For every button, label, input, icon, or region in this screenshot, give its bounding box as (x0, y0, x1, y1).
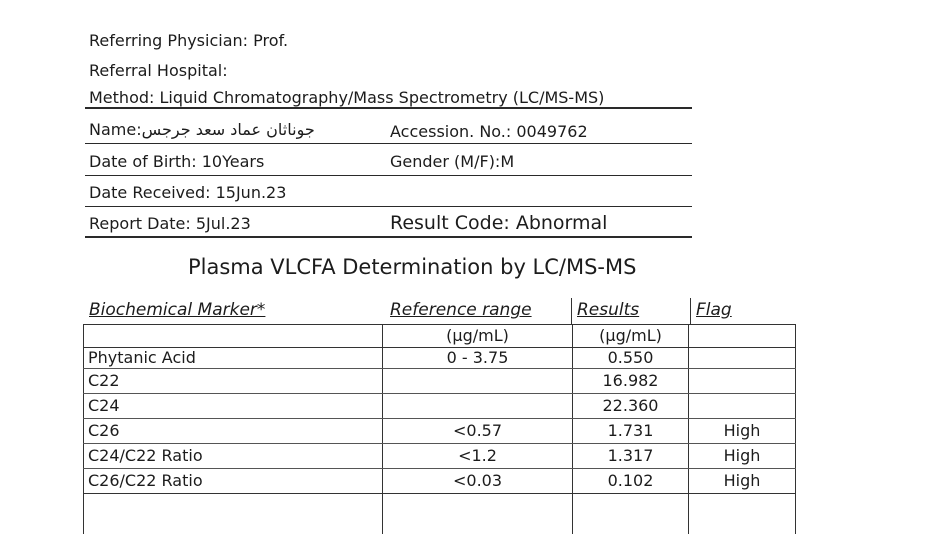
results-unit: (µg/mL) (573, 325, 689, 348)
units-row (84, 325, 796, 348)
marker-cell: C24 (84, 394, 383, 419)
accession-number: Accession. No.: 0049762 (390, 122, 588, 141)
table-cell (573, 494, 689, 534)
result-code: Result Code: Abnormal (390, 212, 607, 234)
column-heading-reference: Reference range (390, 300, 532, 320)
table-cell (84, 325, 383, 348)
result-cell: 16.982 (573, 369, 689, 394)
divider-rule (85, 107, 692, 109)
divider-rule (85, 143, 692, 144)
marker-cell: C26/C22 Ratio (84, 469, 383, 494)
flag-cell: High (689, 444, 796, 469)
table-row (84, 444, 796, 469)
gender: Gender (M/F):M (390, 152, 514, 171)
marker-cell: C26 (84, 419, 383, 444)
flag-cell (689, 394, 796, 419)
result-cell: 0.102 (573, 469, 689, 494)
column-heading-results: Results (577, 300, 639, 320)
reference-cell: <0.03 (383, 469, 573, 494)
patient-name: Name:جوناثان عماد سعد جرجس (89, 120, 315, 139)
divider-rule (85, 206, 692, 207)
column-heading-flag: Flag (696, 300, 732, 320)
column-separator (571, 298, 572, 324)
marker-cell: Phytanic Acid (84, 348, 383, 369)
result-cell: 1.317 (573, 444, 689, 469)
flag-cell: High (689, 419, 796, 444)
date-of-birth: Date of Birth: 10Years (89, 152, 264, 171)
referring-physician: Referring Physician: Prof. (89, 31, 288, 50)
table-row (84, 469, 796, 494)
table-cell (84, 494, 383, 534)
column-separator (690, 298, 691, 324)
reference-cell: <1.2 (383, 444, 573, 469)
reference-unit: (µg/mL) (383, 325, 573, 348)
date-received: Date Received: 15Jun.23 (89, 183, 286, 202)
result-cell: 0.550 (573, 348, 689, 369)
table-cell (689, 325, 796, 348)
divider-rule (85, 175, 692, 176)
report-title: Plasma VLCFA Determination by LC/MS-MS (188, 255, 636, 279)
reference-cell: 0 - 3.75 (383, 348, 573, 369)
method-line: Method: Liquid Chromatography/Mass Spectrometry (LC/MS-MS) (89, 88, 604, 107)
results-table (83, 324, 796, 534)
reference-cell (383, 394, 573, 419)
reference-cell: <0.57 (383, 419, 573, 444)
marker-cell: C24/C22 Ratio (84, 444, 383, 469)
flag-cell (689, 369, 796, 394)
report-date: Report Date: 5Jul.23 (89, 214, 251, 233)
table-row (84, 494, 796, 534)
referral-hospital: Referral Hospital: (89, 61, 228, 80)
table-row (84, 348, 796, 369)
table-row (84, 419, 796, 444)
flag-cell (689, 348, 796, 369)
reference-cell (383, 369, 573, 394)
flag-cell: High (689, 469, 796, 494)
result-cell: 1.731 (573, 419, 689, 444)
column-heading-marker: Biochemical Marker* (89, 300, 265, 320)
table-row (84, 369, 796, 394)
result-cell: 22.360 (573, 394, 689, 419)
divider-rule (85, 236, 692, 238)
table-cell (383, 494, 573, 534)
table-row (84, 394, 796, 419)
marker-cell: C22 (84, 369, 383, 394)
table-cell (689, 494, 796, 534)
